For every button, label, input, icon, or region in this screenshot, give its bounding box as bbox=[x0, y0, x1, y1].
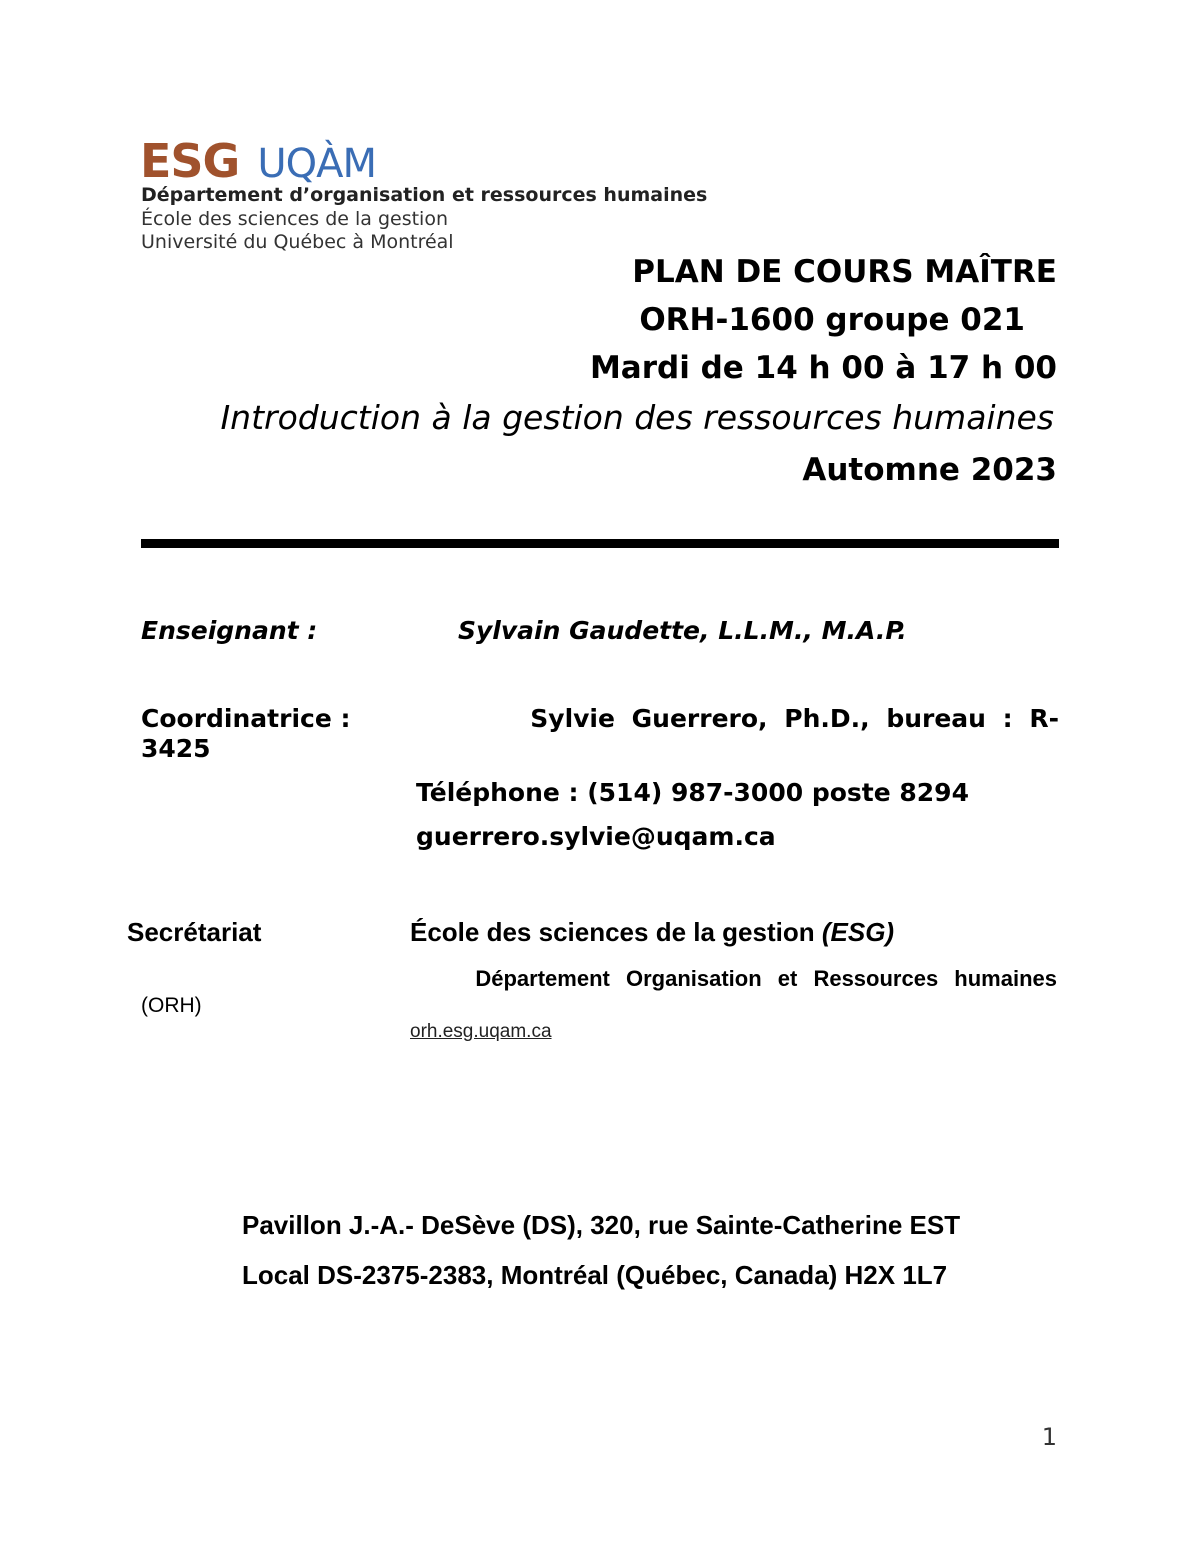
logo-uqam-text: UQÀM bbox=[257, 141, 376, 187]
logo-esg-text: ESG bbox=[140, 134, 240, 188]
instructor-label: Enseignant : bbox=[141, 616, 318, 645]
address-line-1: Pavillon J.-A.- DeSève (DS), 320, rue Sainte-Catherine EST bbox=[242, 1210, 961, 1240]
coordinator-label: Coordinatrice : bbox=[141, 704, 351, 733]
esg-uqam-logo bbox=[140, 134, 376, 188]
course-name: Introduction à la gestion des ressources humaines bbox=[220, 398, 1054, 437]
page-number: 1 bbox=[1041, 1423, 1057, 1451]
secretariat-school bbox=[410, 917, 894, 948]
secretariat-department: Département Organisation et Ressources humaines bbox=[475, 966, 1057, 991]
secretariat-school-abbr: (ESG) bbox=[821, 917, 895, 947]
instructor-name: Sylvain Gaudette, L.L.M., M.A.P. bbox=[458, 616, 907, 645]
coordinator-office: 3425 bbox=[141, 734, 211, 763]
coordinator-email[interactable]: guerrero.sylvie@uqam.ca bbox=[416, 822, 776, 851]
coordinator-phone: Téléphone : (514) 987-3000 poste 8294 bbox=[416, 778, 969, 807]
secretariat-dept-abbr: (ORH) bbox=[141, 994, 202, 1017]
course-schedule: Mardi de 14 h 00 à 17 h 00 bbox=[589, 350, 1057, 386]
department-name: Département d’organisation et ressources humaines bbox=[141, 184, 708, 206]
coordinator-name: Sylvie Guerrero, Ph.D., bureau : R- bbox=[530, 704, 1059, 733]
secretariat-label: Secrétariat bbox=[127, 917, 262, 947]
plan-title: PLAN DE COURS MAÎTRE bbox=[632, 254, 1057, 290]
address-line-2: Local DS-2375-2383, Montréal (Québec, Canada) H2X 1L7 bbox=[242, 1260, 948, 1290]
course-session: Automne 2023 bbox=[802, 452, 1057, 488]
university-name: Université du Québec à Montréal bbox=[141, 231, 454, 253]
course-code: ORH-1600 groupe 021 bbox=[639, 302, 1025, 338]
department-website-link[interactable]: orh.esg.uqam.ca bbox=[410, 1021, 552, 1042]
horizontal-divider bbox=[141, 539, 1059, 548]
school-name: École des sciences de la gestion bbox=[141, 208, 448, 230]
secretariat-school-name: École des sciences de la gestion bbox=[410, 917, 815, 947]
